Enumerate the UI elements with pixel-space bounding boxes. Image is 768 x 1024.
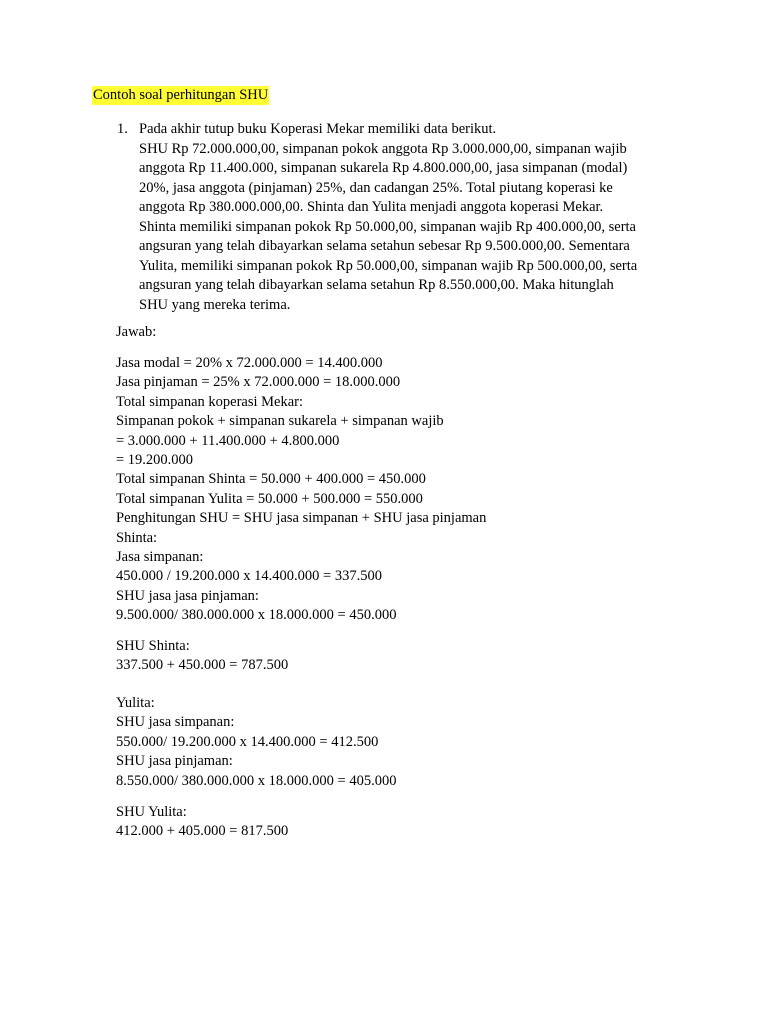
calculation-block [116, 354, 486, 626]
calc-line: Shinta: [116, 529, 158, 546]
yulita-line: 550.000/ 19.200.000 x 14.400.000 = 412.500 [116, 733, 379, 750]
title-highlight: Contoh soal perhitungan SHU [93, 87, 269, 103]
calc-line: Total simpanan Shinta = 50.000 + 400.000 = 450.000 [116, 471, 426, 488]
calc-line: SHU jasa jasa pinjaman: [116, 587, 259, 604]
yulita-line: SHU jasa pinjaman: [116, 753, 233, 770]
calc-line: Simpanan pokok + simpanan sukarela + simpanan wajib [116, 413, 444, 430]
answer-label: Jawab: [116, 324, 157, 340]
yulita-block [116, 694, 396, 791]
yulita-line: 8.550.000/ 380.000.000 x 18.000.000 = 405.000 [116, 772, 397, 789]
calc-line: = 3.000.000 + 11.400.000 + 4.800.000 [116, 432, 340, 449]
calc-line: 450.000 / 19.200.000 x 14.400.000 = 337.500 [116, 568, 382, 585]
question-line: angsuran yang telah dibayarkan selama setahun Rp 8.550.000,00. Maka hitunglah [139, 277, 614, 293]
calc-line: 9.500.000/ 380.000.000 x 18.000.000 = 450.000 [116, 607, 397, 624]
document-title [92, 86, 269, 105]
question-line: Shinta memiliki simpanan pokok Rp 50.000,00, simpanan wajib Rp 400.000,00, serta [139, 218, 636, 235]
calc-line: = 19.200.000 [116, 452, 194, 469]
calc-line: Total simpanan koperasi Mekar: [116, 393, 304, 410]
shinta-total-value: 337.500 + 450.000 = 787.500 [116, 657, 289, 674]
question-number: 1. [117, 121, 128, 137]
calc-line: Jasa modal = 20% x 72.000.000 = 14.400.000 [116, 355, 383, 371]
question-line: 20%, jasa anggota (pinjaman) 25%, dan cadangan 25%. Total piutang koperasi ke [139, 179, 613, 196]
yulita-line: SHU jasa simpanan: [116, 714, 235, 731]
question-line: SHU yang mereka terima. [139, 296, 291, 313]
question-line: Pada akhir tutup buku Koperasi Mekar memiliki data berikut. [139, 121, 497, 137]
yulita-line: Yulita: [116, 695, 155, 711]
question-text [139, 120, 699, 315]
shinta-total-block [116, 637, 288, 676]
calc-line: Total simpanan Yulita = 50.000 + 500.000 = 550.000 [116, 490, 423, 507]
yulita-total-value: 412.000 + 405.000 = 817.500 [116, 823, 289, 840]
shinta-total-label: SHU Shinta: [116, 638, 190, 654]
question-line: anggota Rp 11.400.000, simpanan sukarela Rp 4.800.000,00, jasa simpanan (modal) [139, 160, 628, 176]
question-line: anggota Rp 380.000.000,00. Shinta dan Yulita menjadi anggota koperasi Mekar. [139, 199, 604, 215]
question-line: Yulita, memiliki simpanan pokok Rp 50.000,00, simpanan wajib Rp 500.000,00, serta [139, 257, 638, 274]
calc-line: Jasa simpanan: [116, 549, 204, 566]
yulita-total-block [116, 803, 288, 842]
question-line: angsuran yang telah dibayarkan selama setahun sebesar Rp 9.500.000,00. Sementara [139, 238, 630, 254]
yulita-total-label: SHU Yulita: [116, 804, 187, 820]
calc-line: Penghitungan SHU = SHU jasa simpanan + SHU jasa pinjaman [116, 510, 487, 527]
calc-line: Jasa pinjaman = 25% x 72.000.000 = 18.000.000 [116, 374, 401, 391]
question-line: SHU Rp 72.000.000,00, simpanan pokok anggota Rp 3.000.000,00, simpanan wajib [139, 140, 627, 157]
